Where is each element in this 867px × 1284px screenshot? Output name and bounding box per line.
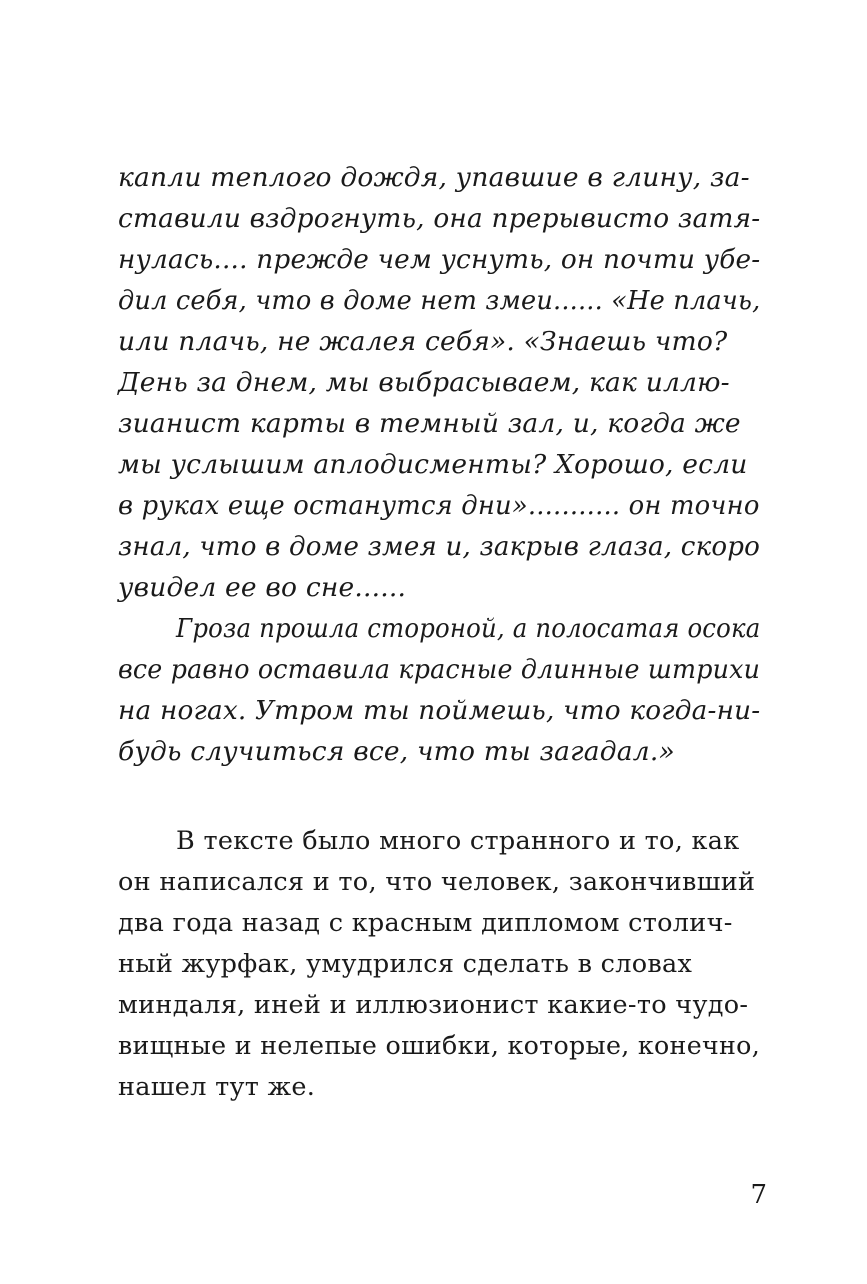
body-line: В тексте было много странного и то, как [176,826,740,856]
italic-line: будь случиться все, что ты загадал.» [118,736,675,767]
italic-line: нулась.... прежде чем уснуть, он почти убе- [118,244,761,275]
italic-line: мы услышим аплодисменты? Хорошо, если [118,449,748,480]
italic-line: все равно оставила красные длинные штрихи [118,654,761,685]
italic-line: Гроза прошла стороной, а полосатая осока [176,613,761,644]
italic-line: знал, что в доме змея и, закрыв глаза, скоро [118,531,761,562]
body-line: миндаля, иней и иллюзионист какие-то чудо- [118,990,749,1020]
italic-line: капли теплого дождя, упавшие в глину, за- [118,162,750,193]
italic-line: или плачь, не жалея себя». «Знаешь что? [118,326,728,357]
italic-line: зианист карты в темный зал, и, когда же [118,408,741,439]
body-line: он написался и то, что человек, закончивший [118,867,756,897]
page-number: 7 [750,1180,767,1210]
body-line: вищные и нелепые ошибки, которые, конечно, [118,1031,761,1061]
body-line: нашел тут же. [118,1072,316,1102]
body-line: два года назад с красным дипломом столич- [118,908,733,938]
italic-line: дил себя, что в доме нет змеи...... «Не плачь, [118,285,761,316]
italic-line: увидел ее во сне...... [118,572,407,603]
italic-line: на ногах. Утром ты поймешь, что когда-ни- [118,695,761,726]
body-line: ный журфак, умудрился сделать в словах [118,949,693,979]
italic-line: ставили вздрогнуть, она прерывисто затя- [118,203,761,234]
italic-line: День за днем, мы выбрасываем, как иллю- [118,367,730,398]
italic-line: в руках еще останутся дни»........... он точно [118,490,760,521]
